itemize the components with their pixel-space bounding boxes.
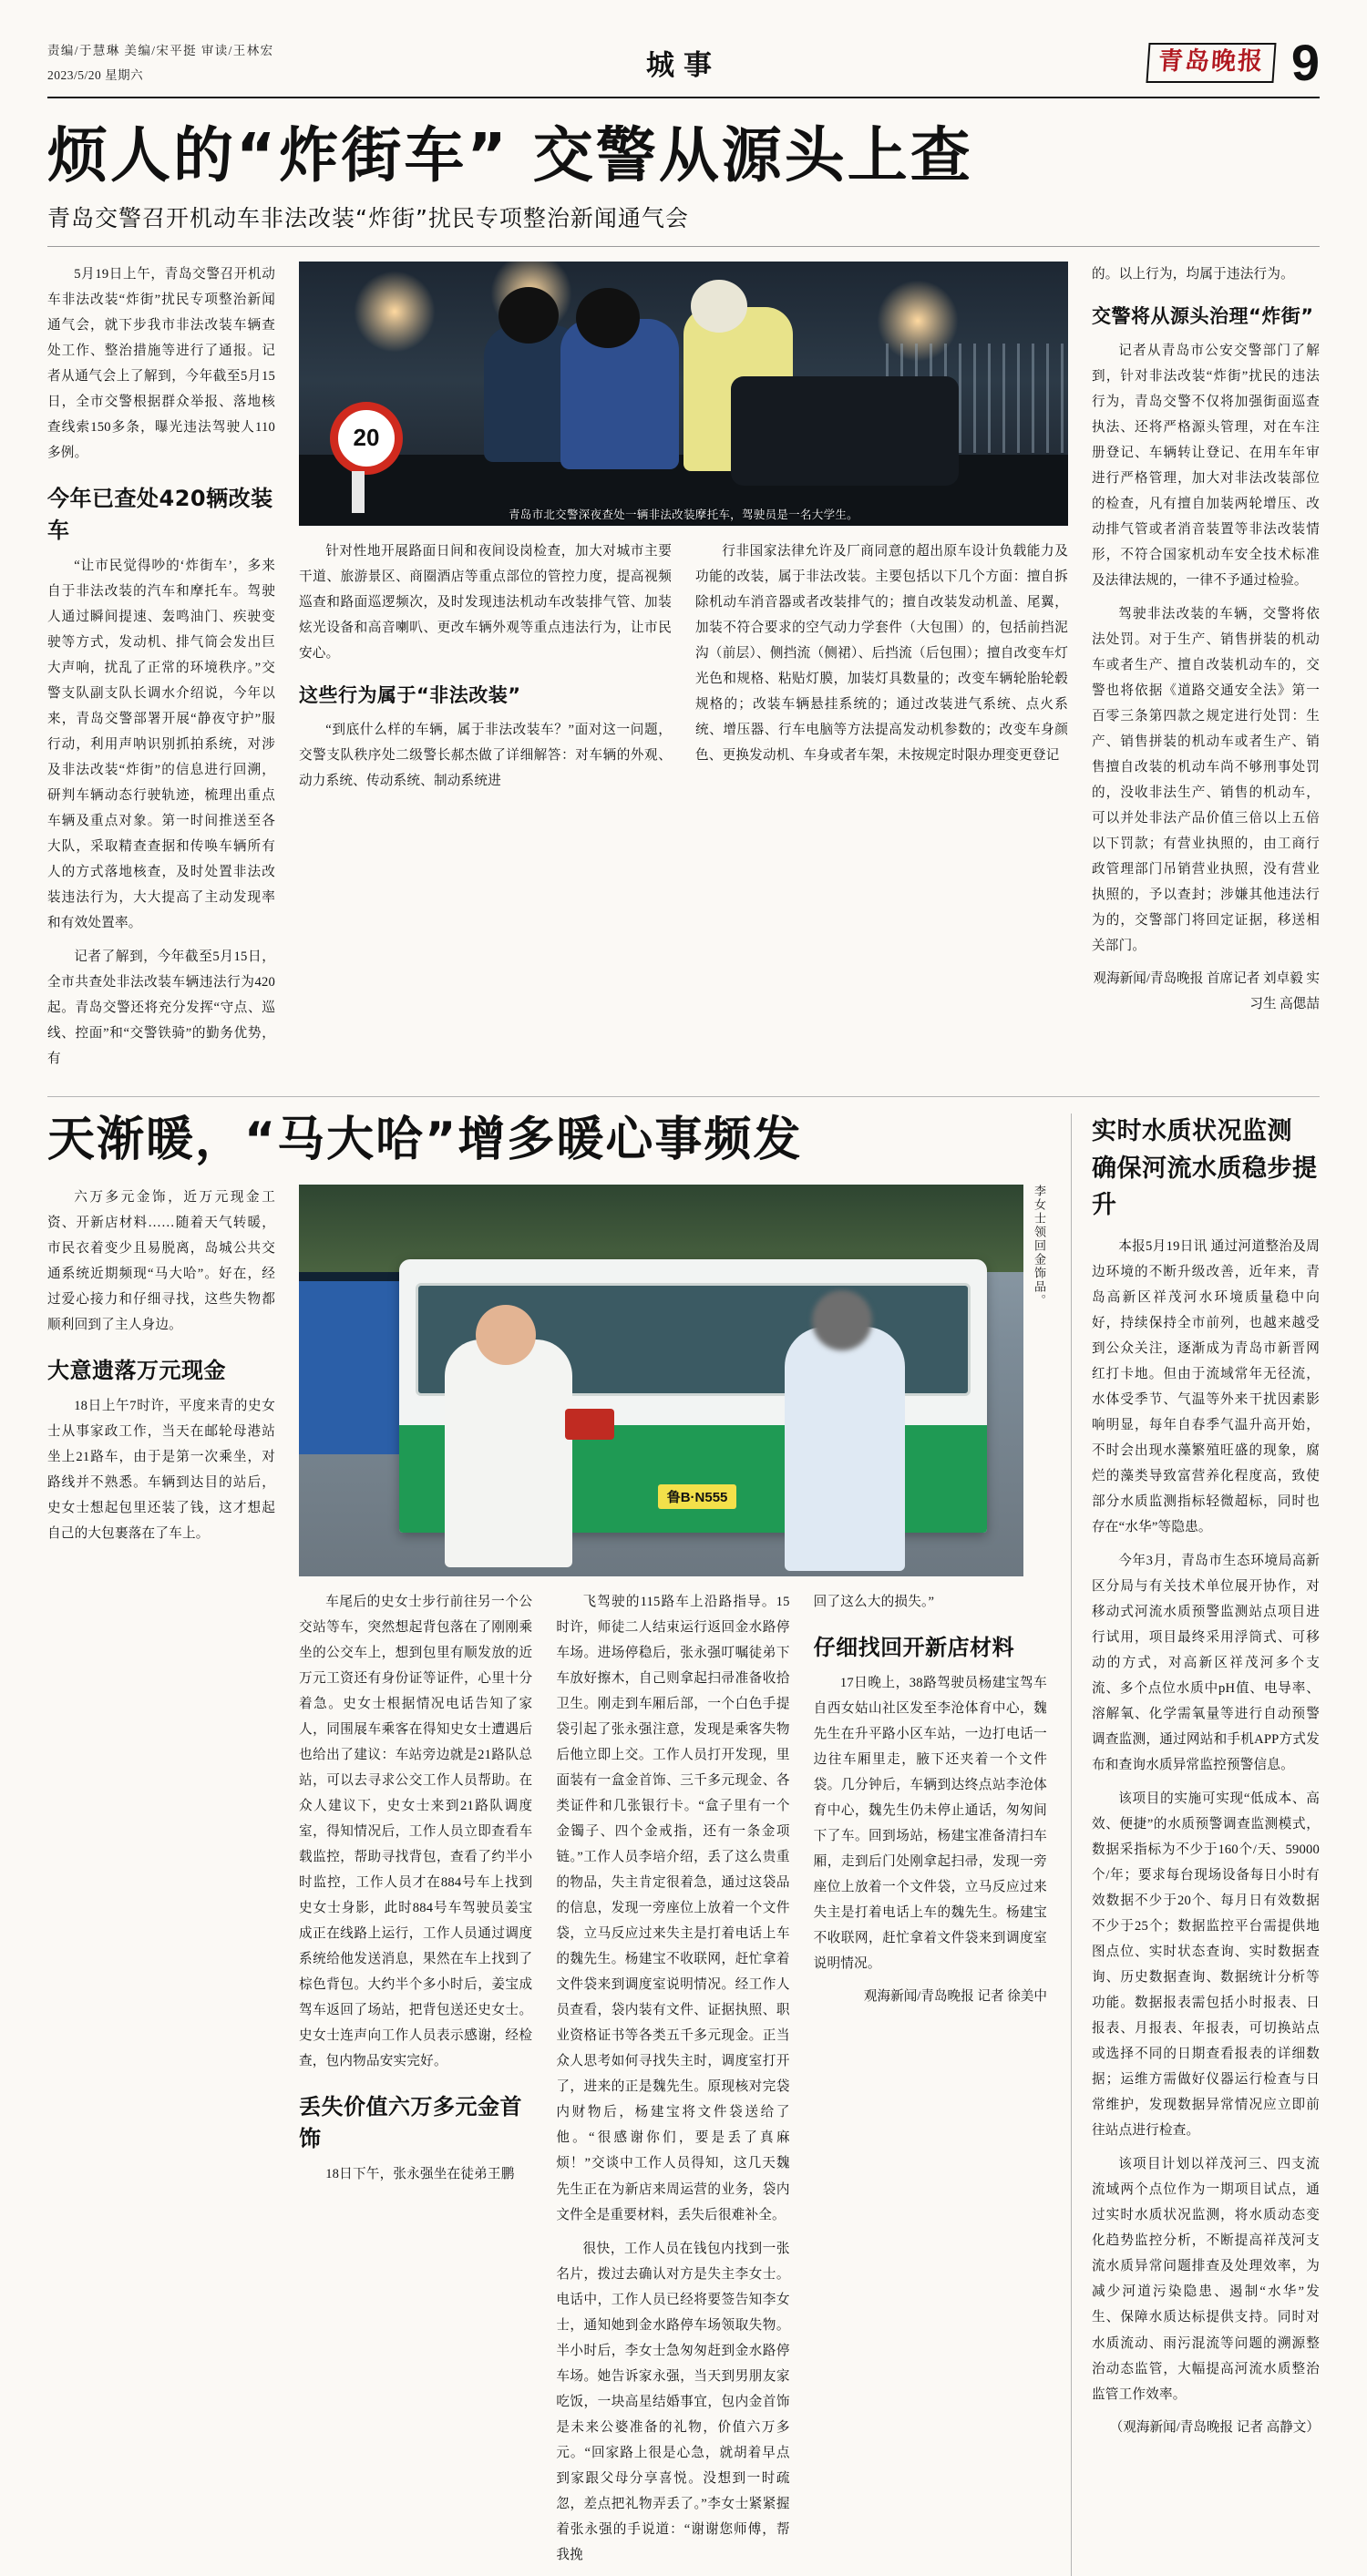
article2-byline: 观海新闻/青岛晚报 记者 徐美中 (863, 1989, 1047, 2005)
article3-byline: （观海新闻/青岛晚报 记者 高静文） (1109, 2419, 1320, 2435)
article1-body (47, 262, 1320, 1080)
lower-section (47, 1114, 1320, 2575)
paragraph: “让市民觉得吵的‘炸街车’，多来自于非法改装的汽车和摩托车。驾驶人通过瞬间提速、轰鸣油门、疾驶变驶等方式，发动机、排气筒会发出巨大声响，扰乱了正常的环境秩序。”交警支队副支队长调水介绍说，今年以来，青岛交警部署开展“静夜守护”服行动，利用声呐识别抓拍系统，对涉及非法改装“炸街”的信息进行回溯，研判车辆动态行驶轨迹，梳理出重点车辆及重点对象。第一时间推送至各大队，采取精查查据和传唤车辆所有人的方式落地核查，及时处置非法改装违法行为，大大提高了主动发现率和有效处置率。 (47, 559, 275, 931)
divider (47, 1096, 1320, 1097)
article2-sub-3: 仔细找回开新店材料 (813, 1635, 1015, 1661)
paragraph: 本报5月19日讯 通过河道整治及周边环境的不断升级改善，近年来，青岛高新区祥茂河水环境质量稳中向好，持续保持全市前列，也越来越受到公众关注，逐渐成为青岛市新晋网红打卡地。但由于流域常年无径流，水体受季节、气温等外来干扰因素影响明显，每年自春季气温升高开始，不时会出现水藻繁殖旺盛的现象，腐烂的藻类导致富营养化程度高，致使部分水质监测指标轻微超标，同时也存在“水华”等隐患。 (1092, 1238, 1320, 1535)
bus-license-plate: 鲁B·N555 (658, 1484, 737, 1509)
article2-col3 (556, 1589, 789, 2576)
article1-col3 (695, 539, 1068, 802)
paragraph: 该项目的实施可实现“低成本、高效、便捷”的水质预警调查监测模式，数据采指标为不少于160个/天、59000个/年；要求每台现场设备每日小时有效数据不少于20个、每月日有效数据不少于25个；数据监控平台需提供地图点位、实时状态查询、实时数据查询、历史数据查询、数据统计分析等功能。数据报表需包括小时报表、日报表、月报表、年报表，可切换站点或选择不同的日期查看报表的详细数据；运维方需做好仪器运行检查与日常维护，发现数据异常情况应立即前往站点进行检查。 (1092, 1791, 1320, 2139)
article2-col2 (299, 1589, 532, 2576)
paragraph: 驾驶非法改装的车辆，交警将依法处罚。对于生产、销售拼装的机动车或者生产、擅自改装机动车的，交警也将依据《道路交通安全法》第一百零三条第四款之规定进行处罚：生产、销售拼装的机动车或者生产、销售擅自改装的机动车尚不够刑事处罚的，没收非法生产、销售的机动车，可以并处非法产品价值三倍以上五倍以下罚款；有营业执照的，由工商行政管理部门吊销营业执照，没有营业执照的，予以查封；涉嫌其他违法行为的，交警部门将回定证据，移送相关部门。 (1092, 607, 1320, 954)
speed-limit-sign: 20 (330, 402, 403, 475)
paragraph: 5月19日上午，青岛交警召开机动车非法改装“炸街”扰民专项整治新闻通气会，就下步我市非法改装车辆查处工作、整治措施等进行了通报。记者从通气会上了解到，今年截至5月15日，全市交警根据群众举报、落地核查线索150多条，曝光违法驾驶人110多例。 (47, 266, 275, 461)
article1-headline: 烦人的“炸街车” 交警从源头上查 (47, 120, 973, 190)
paragraph: “到底什么样的车辆，属于非法改装车？”面对这一问题，交警支队秩序处二级警长郝杰做了详细解答：对车辆的外观、动力系统、传动系统、制动系统进 (299, 722, 672, 789)
article2-photo-caption: 李女士领回金饰品。 (1033, 1185, 1046, 1309)
editors-line: 责编/于慧琳 美编/宋平挺 审读/王林宏 (47, 44, 274, 57)
paragraph: 飞驾驶的115路车上沿路指导。15时许，师徒二人结束运行返回金水路停车场。进场停稳后，张永强叮嘱徒弟下车放好擦木，自己则拿起扫帚准备收拾卫生。刚走到车厢后部，一个白色手提袋引起了张永强注意，发现是乘客失物后他立即上交。工作人员打开发现，里面装有一盒金首饰、三千多元现金、各类证件和几张银行卡。“盒子里有一个金镯子、四个金戒指，还有一条金项链。”工作人员李培介绍，丢了这么贵重的物品，失主肯定很着急，通过这袋品的信息，发现一旁座位上放着一个文件袋，立马反应过来失主是打着电话上车的魏先生。杨建宝不收联网，赶忙拿着文件袋来到调度室说明情况。经工作人员查看，袋内装有文件、证据执照、职业资格证书等各类五千多元现金。正当众人思考如何寻找失主时，调度室打开了，进来的正是魏先生。原现核对完袋内财物后，杨建宝将文件袋送给了他。“很感谢你们，要是丢了真麻烦！”交谈中工作人员得知，这几天魏先生正在为新店来周运营的业务，袋内文件全是重要材料，丢失后很难补全。 (556, 1595, 790, 2222)
masthead-brand (1019, 34, 1320, 91)
article3 (1071, 1114, 1320, 2575)
paragraph: 记者了解到，今年截至5月15日，全市共查处非法改装车辆违法行为420起。青岛交警还将充分发挥“守点、巡线、控面”和“交警铁骑”的勤务优势，有 (47, 949, 275, 1067)
article2-headline: 天渐暖，“马大哈”增多暖心事频发 (47, 1113, 803, 1168)
paragraph: 18日上午7时许，平度来青的史女士从事家政工作，当天在邮轮母港站坐上21路车，由于是第一次乘坐，对路线并不熟悉。车辆到达目的站后，史女士想起包里还装了钱，这才想起自己的大包裹落在了车上。 (47, 1399, 275, 1542)
article1-sub-420: 今年已查处420辆改装车 (47, 486, 273, 544)
section-title: 城事 (646, 49, 721, 82)
article1-col2 (299, 539, 672, 802)
article2-photo (299, 1185, 1023, 1576)
article1-col4 (1092, 262, 1320, 1080)
article1-photo-and-text (299, 262, 1068, 1080)
date-line: 2023/5/20 星期六 (47, 68, 144, 82)
paragraph: 很快，工作人员在钱包内找到一张名片，拨过去确认对方是失主李女士。电话中，工作人员已经将要签告知李女士，通知她到金水路停车场领取失物。半小时后，李女士急匆匆赶到金水路停车场。她告诉家永强，当天到男朋友家吃饭，一块高星结婚事宜，包内金首饰是未来公婆准备的礼物，价值六万多元。“回家路上很是心急，就胡着早点到家跟父母分享喜悦。没想到一时疏忽，差点把礼物弄丢了。”李女士紧紧握着张永强的手说道：“谢谢您师傅，帮我挽 (556, 2241, 790, 2562)
paragraph: 行非国家法律允许及厂商同意的超出原车设计负载能力及功能的改装，属于非法改装。主要包括以下几个方面：擅自拆除机动车消音器或者改装排气的；擅自改装发动机盖、尾翼，加装不符合要求的空气动力学套件（大包围）的，包括前挡泥沟（前层）、侧挡流（侧裙）、后挡流（后包围）；擅自改变车灯光色和规格、粘贴灯膜，加装灯具数量的；改变车辆轮胎轮毂规格的；改装车辆悬挂系统的；通过改装进气系统、点火系统、增压器、行车电脑等方法提高发动机参数的；改变车身颜色、更换发动机、车身或者车架，未按规定时限办理变更登记 (695, 543, 1068, 764)
article1-photo (299, 262, 1068, 526)
article1-sub-illegal: 这些行为属于“非法改装” (299, 683, 521, 706)
paragraph: 车尾后的史女士步行前往另一个公交站等车，突然想起背包落在了刚刚乘坐的公交车上，想到包里有顺发放的近万元工资还有身份证等证件，心里十分着急。史女士根据情况电话告知了家人，同围展车乘客在得知史女士遭遇后也给出了建议：车站旁边就是21路队总站，可以去寻求公交工作人员帮助。在众人建议下，史女士来到21路队调度室，得知情况后，工作人员立即查看车载监控，帮助寻找背包，查看了约半小时监控，工作人员才在884号车上找到史女士身影，此时884号车驾驶员姜宝成正在线路上运行，工作人员通过调度系统给他发送消息，果然在车上找到了棕色背包。大约半个多小时后，姜宝成驾车返回了场站，把背包送还史女士。史女士连声向工作人员表示感谢，经检查，包内物品安实完好。 (299, 1595, 533, 2069)
paper-logo: 青岛晚报 (1146, 43, 1276, 83)
article1-photo-caption: 青岛市北交警深夜查处一辆非法改装摩托车，驾驶员是一名大学生。 (508, 508, 858, 521)
article1-sub-source: 交警将从源头治理“炸街” (1092, 304, 1314, 327)
article2 (47, 1114, 1047, 2575)
paragraph: 记者从青岛市公安交警部门了解到，针对非法改装“炸街”扰民的违法行为，青岛交警不仅将加强街面巡查执法、还将严格源头管理，对在车注册登记、车辆转让登记、在用车年审进行严格管理，加大对非法改装部位的检查，凡有擅自加装两轮增压、改动排气管或者消音装置等非法改装情形，不符合国家机动车安全技术标准及法律法规的，一律不予通过检验。 (1092, 343, 1320, 589)
article2-sub-1: 大意遗落万元现金 (47, 1358, 226, 1384)
paragraph: 针对性地开展路面日间和夜间设岗检查，加大对城市主要干道、旅游景区、商圈酒店等重点部位的管控力度，提高视频巡查和路面巡逻频次，及时发现违法机动车改装排气管、加装炫光设备和高音喇叭、更改车辆外观等重点违法行为，让市民安心。 (299, 543, 672, 661)
article3-headline-line1: 实时水质状况监测 (1092, 1117, 1292, 1146)
divider (47, 246, 1320, 247)
article3-headline-line2: 确保河流水质稳步提升 (1092, 1154, 1318, 1220)
article2-sub-2: 丢失价值六万多元金首饰 (299, 2094, 522, 2152)
paragraph: 的。以上行为，均属于违法行为。 (1092, 266, 1294, 282)
article2-col1 (47, 1185, 275, 2576)
paragraph: 17日晚上，38路驾驶员杨建宝驾车自西女姑山社区发至李沧体育中心，魏先生在升平路小区车站，一边打电话一边往车厢里走，腋下还夹着一个文件袋。几分钟后，车辆到达终点站李沧体育中心，魏先生仍未停止通话，匆匆间下了车。回到场站，杨建宝准备清扫车厢，走到后门处刚拿起扫帚，发现一旁座位上放着一个文件袋，立马反应过来失主是打着电话上车的魏先生。杨建宝不收联网，赶忙拿着文件袋来到调度室说明情况。 (813, 1676, 1047, 1972)
paragraph: 六万多元金饰，近万元现金工资、开新店材料……随着天气转暖，市民衣着变少且易脱离，岛城公共交通系统近期频现“马大哈”。好在，经过爱心接力和仔细寻找，这些失物都顺利回到了主人身边。 (47, 1190, 275, 1333)
section-title-wrap (348, 38, 1019, 83)
article2-photo-and-text (299, 1185, 1047, 2576)
paragraph: 今年3月，青岛市生态环境局高新区分局与有关技术单位展开协作，对移动式河流水质预警监测站点项目进行试用，项目最终采用浮筒式、可移动的方式，对高新区祥茂河多个支流、多个点位水质中pH值、电导率、溶解氧、化学需氧量等进行自动预警调查监测，通过网站和手机APP方式发布和查询水质异常监控预警信息。 (1092, 1554, 1320, 1773)
article1-byline: 观海新闻/青岛晚报 首席记者 刘卓毅 实习生 高偲喆 (1093, 971, 1320, 1012)
page-number: 9 (1290, 34, 1320, 91)
masthead (47, 34, 1320, 98)
article2-col4 (814, 1589, 1047, 2576)
paragraph: 该项目计划以祥茂河三、四支流流域两个点位作为一期项目试点，通过实时水质状况监测，将水质动态变化趋势监控分析，不断提高祥茂河支流水质异常问题排查及处理效率，为减少河道污染隐患、遏制“水华”发生、保障水质达标提供支持。同时对水质流动、雨污混流等问题的溯源整治动态监管，大幅提高河流水质整治监管工作效率。 (1092, 2157, 1320, 2402)
article1-col1 (47, 262, 275, 1080)
masthead-credits (47, 38, 348, 87)
paragraph: 18日下午，张永强坐在徒弟王鹏 (325, 2167, 515, 2182)
article1-subhead: 青岛交警召开机动车非法改装“炸街”扰民专项整治新闻通气会 (47, 204, 689, 231)
paragraph: 回了这么大的损失。” (813, 1595, 935, 1610)
